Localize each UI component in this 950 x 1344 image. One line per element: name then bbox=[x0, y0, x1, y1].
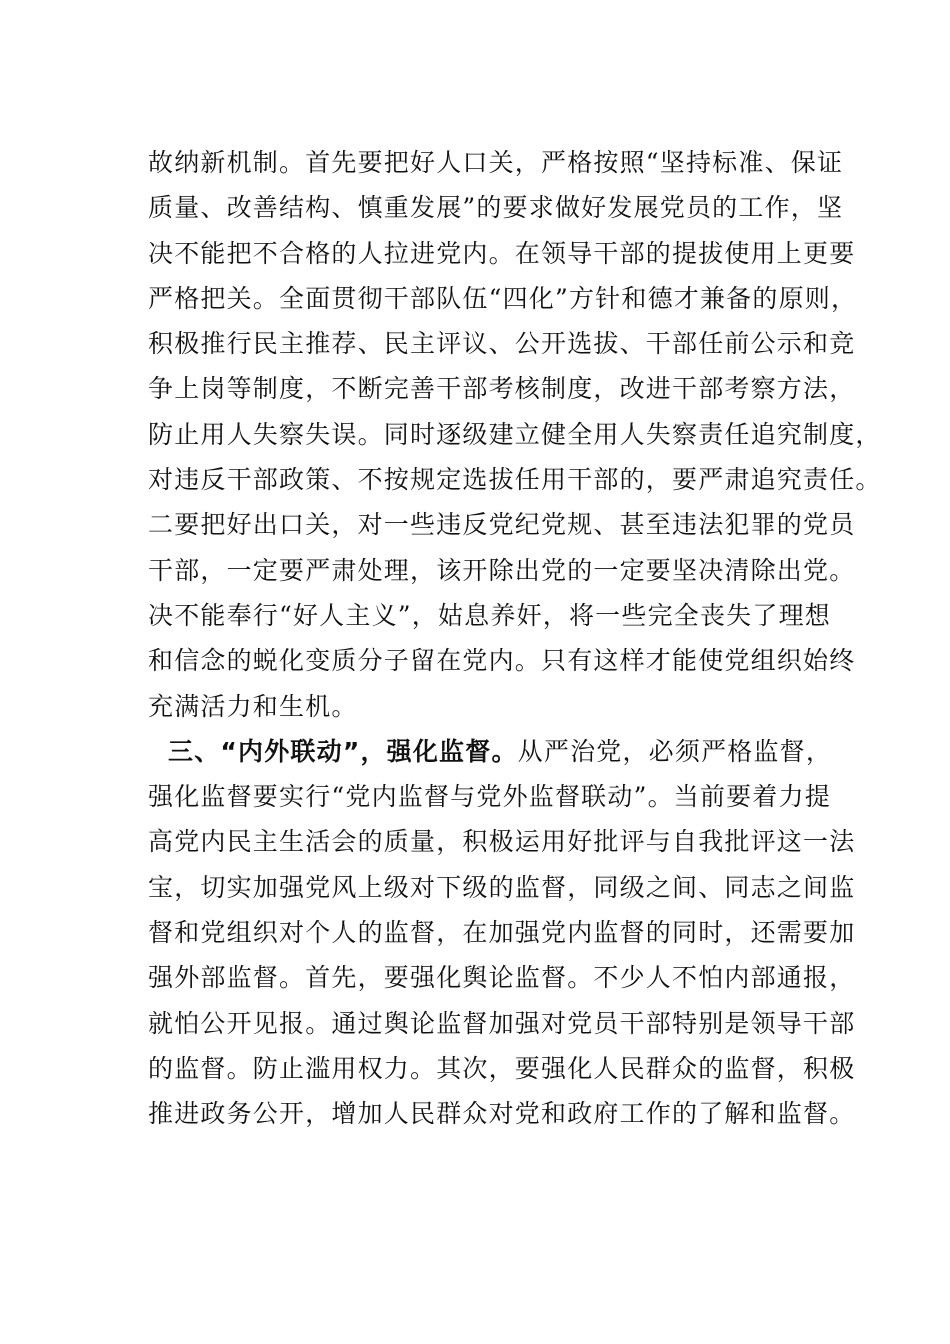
text-line: 决不能把不合格的人拉进党内。在领导干部的提拔使用上更要 bbox=[148, 238, 856, 268]
text-line: 督和党组织对个人的监督，在加强党内监督的同时，还需要加 bbox=[148, 918, 856, 948]
text-line: 宝，切实加强党风上级对下级的监督，同级之间、同志之间监 bbox=[148, 872, 856, 902]
text-line: 高党内民主生活会的质量，积极运用好批评与自我批评这一法 bbox=[148, 827, 856, 857]
text-line: 二要把好出口关，对一些违反党纪党规、甚至违法犯罪的党员 bbox=[148, 510, 856, 540]
text-line: 质量、改善结构、慎重发展”的要求做好发展党员的工作，坚 bbox=[148, 193, 844, 223]
text-line: 积极推行民主推荐、民主评议、公开选拔、干部任前公示和竞 bbox=[148, 329, 856, 359]
text-line: 争上岗等制度，不断完善干部考核制度，改进干部考察方法， bbox=[148, 374, 856, 404]
text-line: 就怕公开见报。通过舆论监督加强对党员干部特别是领导干部 bbox=[148, 1008, 856, 1038]
text-line: 对违反干部政策、不按规定选拔任用干部的，要严肃追究责任。 bbox=[148, 465, 882, 495]
text-line: 的监督。防止滥用权力。其次，要强化人民群众的监督，积极 bbox=[148, 1053, 856, 1083]
section-heading-line bbox=[148, 729, 838, 774]
document-body bbox=[148, 140, 882, 1137]
text-line: 决不能奉行“好人主义”，姑息养奸，将一些完全丧失了理想 bbox=[148, 600, 831, 630]
text-line: 干部，一定要严肃处理，该开除出党的一定要坚决清除出党。 bbox=[148, 555, 856, 585]
section-heading-rest: 从严治党，必须严格监督， bbox=[517, 736, 833, 766]
text-line: 故纳新机制。首先要把好人口关，严格按照“坚持标准、保证 bbox=[148, 148, 844, 177]
text-line: 严格把关。全面贯彻干部队伍“四化”方针和德才兼备的原则， bbox=[148, 283, 858, 313]
text-line: 强外部监督。首先，要强化舆论监督。不少人不怕内部通报， bbox=[148, 963, 856, 993]
text-line: 防止用人失察失误。同时逐级建立健全用人失察责任追究制度， bbox=[148, 419, 882, 449]
text-line: 和信念的蜕化变质分子留在党内。只有这样才能使党组织始终 bbox=[148, 646, 856, 676]
text-line: 推进政务公开，增加人民群众对党和政府工作的了解和监督。 bbox=[148, 1099, 856, 1129]
section-heading: 三、“内外联动”，强化监督。 bbox=[168, 736, 518, 766]
text-line: 强化监督要实行“党内监督与党外监督联动”。当前要着力提 bbox=[148, 782, 831, 812]
text-line: 充满活力和生机。 bbox=[148, 691, 358, 721]
